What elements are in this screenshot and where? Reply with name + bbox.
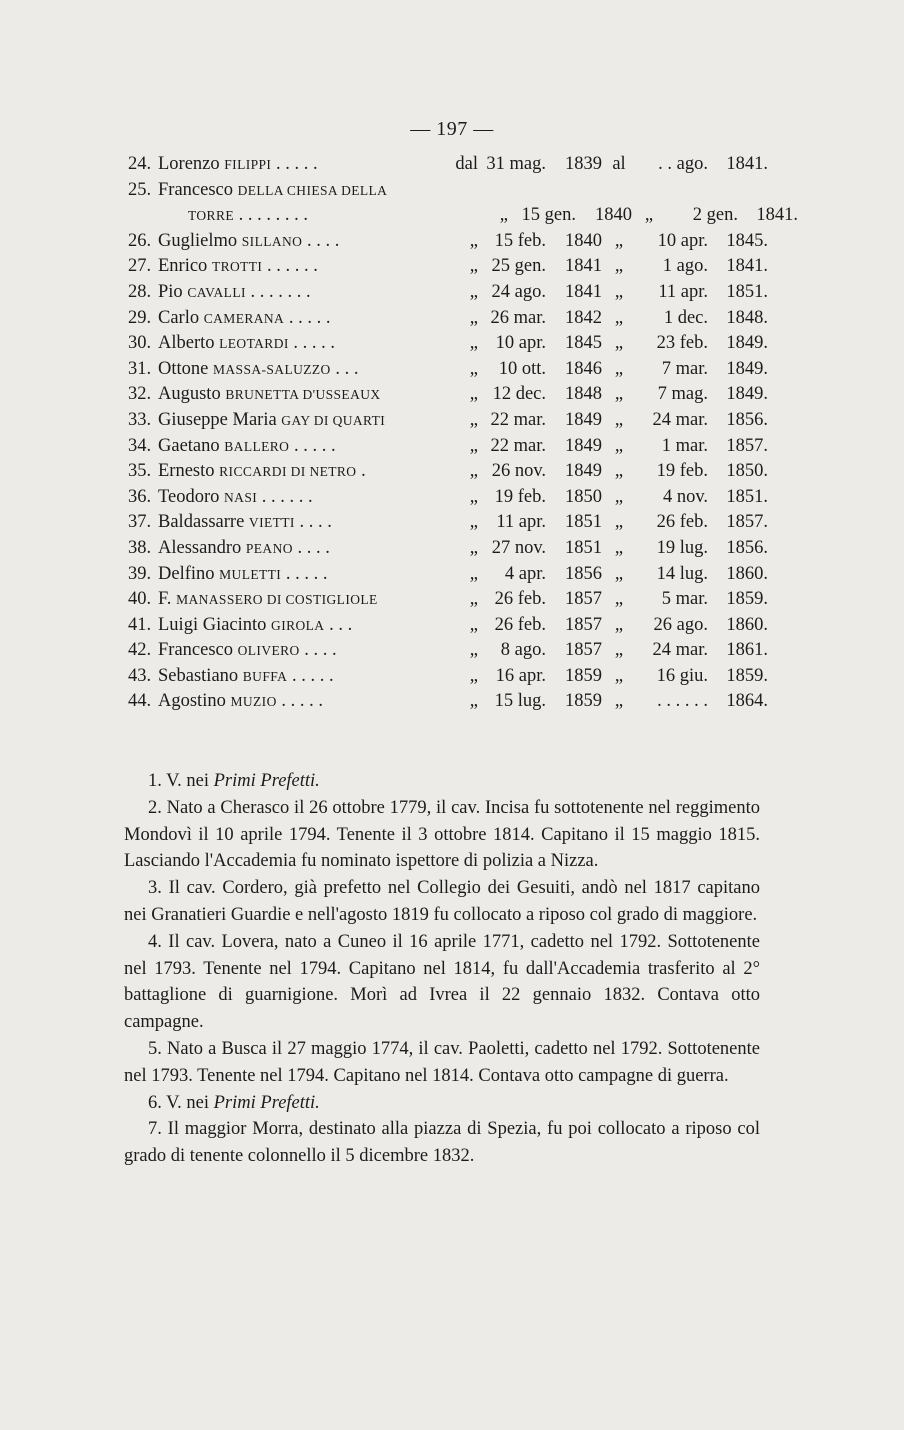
to-prefix: „	[614, 665, 624, 686]
roster-row	[128, 308, 768, 334]
to-year: 1857.	[726, 512, 768, 533]
surname: MASSA-SALUZZO	[212, 361, 331, 377]
roster-row	[128, 538, 768, 564]
from-year: 1845	[565, 333, 602, 354]
entry-name	[158, 410, 440, 431]
from-date: 4 apr.	[504, 563, 546, 584]
to-date: 24 mar.	[652, 640, 708, 661]
to-date: 14 lug.	[656, 563, 708, 584]
to-year: 1851.	[726, 486, 768, 507]
to-year: 1864.	[726, 691, 768, 712]
to-date: 1 ago.	[662, 256, 708, 277]
from-year: 1849	[565, 435, 602, 456]
first-name: Guglielmo	[158, 230, 238, 251]
from-prefix: „	[469, 461, 478, 482]
to-date: 23 feb.	[656, 333, 708, 354]
surname: RICCARDI DI NETRO	[219, 464, 357, 480]
from-date: 10 ott.	[498, 358, 546, 379]
from-prefix: „	[469, 486, 478, 507]
to-year: 1848.	[726, 307, 768, 328]
to-year: 1841.	[726, 154, 768, 174]
from-date: 22 mar.	[490, 409, 546, 430]
from-year: 1859	[565, 691, 602, 712]
surname: TROTTI	[211, 259, 263, 275]
to-year: 1849.	[726, 384, 768, 405]
footnote-7: 7. Il maggior Morra, destinato alla piazza di Spezia, fu poi collocato a riposo col grado di tenente colonnello il 5 dicembre 1832.	[124, 1119, 760, 1167]
entry-number: 30.	[128, 333, 152, 354]
leader-dots: . . . . . . . .	[234, 205, 309, 226]
first-name: Carlo	[158, 307, 200, 328]
entry-name	[158, 384, 440, 405]
leader-dots: . . . . .	[276, 691, 323, 712]
to-prefix: „	[614, 281, 624, 302]
roster-row	[128, 256, 768, 282]
entry-name	[158, 538, 440, 559]
roster-row	[128, 231, 768, 257]
from-prefix: „	[469, 358, 478, 379]
roster-row	[128, 589, 768, 615]
from-prefix: „	[469, 230, 478, 251]
from-year: 1841	[565, 281, 602, 302]
footnote-1	[124, 768, 760, 795]
from-date: 27 nov.	[491, 537, 546, 558]
roster-row	[128, 359, 768, 385]
entry-name	[158, 205, 470, 226]
surname: BALLERO	[224, 438, 290, 454]
from-prefix: „	[469, 333, 478, 354]
from-year: 1851	[565, 512, 602, 533]
from-prefix: „	[469, 640, 478, 661]
roster-row	[128, 487, 768, 513]
to-year: 1860.	[726, 614, 768, 635]
roster-row	[128, 564, 768, 590]
to-prefix: „	[614, 230, 624, 251]
leader-dots: .	[356, 461, 366, 482]
from-prefix: „	[469, 563, 478, 584]
entry-name	[158, 180, 440, 201]
from-date: 15 feb.	[494, 230, 546, 251]
to-date: 7 mar.	[661, 358, 708, 379]
entry-number: 28.	[128, 281, 152, 302]
entry-number: 26.	[128, 230, 152, 251]
footnote-1-title: Primi Prefetti.	[213, 771, 320, 791]
roster-row	[128, 666, 768, 692]
to-prefix: „	[614, 691, 624, 712]
first-name: Alessandro	[158, 537, 242, 558]
first-name: Francesco	[158, 640, 233, 661]
leader-dots: . . .	[324, 614, 353, 635]
to-date: . . ago.	[658, 154, 708, 174]
from-year: 1839	[565, 154, 602, 174]
first-name: Lorenzo	[158, 154, 220, 174]
from-year: 1840	[565, 230, 602, 251]
to-prefix: al	[612, 154, 626, 174]
entry-name	[158, 564, 440, 585]
entry-name	[158, 436, 440, 457]
first-name: F.	[158, 589, 172, 610]
leader-dots: . . . .	[294, 512, 332, 533]
from-date: 10 apr.	[495, 333, 546, 354]
entry-name	[158, 487, 440, 508]
first-name: Teodoro	[158, 486, 220, 507]
entry-number: 41.	[128, 614, 152, 635]
to-date: 24 mar.	[652, 409, 708, 430]
first-name: Giuseppe Maria	[158, 409, 277, 430]
to-year: 1849.	[726, 358, 768, 379]
roster-row	[128, 615, 768, 641]
from-year: 1848	[565, 384, 602, 405]
page-number: — 197 —	[410, 118, 494, 140]
surname: SILLANO	[241, 233, 303, 249]
entry-name	[158, 666, 440, 687]
entry-name	[158, 640, 440, 661]
entry-number: 25.	[128, 179, 152, 200]
surname: CAMERANA	[203, 310, 285, 326]
from-date: 16 apr.	[495, 665, 546, 686]
to-year: 1845.	[726, 230, 768, 251]
entry-number: 31.	[128, 358, 152, 379]
from-date: 26 feb.	[494, 589, 546, 610]
to-date: 4 nov.	[662, 486, 708, 507]
to-year: 1857.	[726, 435, 768, 456]
from-date: 22 mar.	[490, 435, 546, 456]
surname: LEOTARDI	[219, 336, 289, 352]
first-name: Baldassarre	[158, 512, 245, 533]
footnote-3: 3. Il cav. Cordero, già prefetto nel Collegio dei Gesuiti, andò nel 1817 capitano nei Granatieri Guardie e nell'agosto 1819 fu collocato a riposo col grado di maggiore.	[124, 878, 760, 925]
entry-number: 43.	[128, 665, 152, 686]
footnote-2: 2. Nato a Cherasco il 26 ottobre 1779, il cav. Incisa fu sottotenente nel reggimento Mondovì il 10 aprile 1794. Tenente il 3 ottobre 1814. Capitano il 15 maggio 1815. Lasciando l'Accademia fu nominato ispettore di polizia a Nizza.	[124, 797, 760, 872]
to-year: 1859.	[726, 665, 768, 686]
entry-number: 33.	[128, 409, 152, 430]
to-prefix: „	[614, 614, 624, 635]
from-year: 1849	[565, 409, 602, 430]
from-prefix: „	[469, 409, 478, 430]
to-prefix: „	[614, 333, 624, 354]
surname: TORRE	[188, 208, 235, 224]
from-date: 26 feb.	[494, 614, 546, 635]
to-prefix: „	[614, 640, 624, 661]
leader-dots: . . . . . .	[262, 256, 318, 277]
entry-name	[158, 231, 440, 252]
roster-row	[128, 512, 768, 538]
roster-row	[128, 640, 768, 666]
surname: GAY DI QUARTI	[281, 412, 386, 428]
first-name: Ernesto	[158, 461, 215, 482]
entry-name	[158, 359, 440, 380]
leader-dots: . . . . .	[289, 435, 336, 456]
to-date: 7 mag.	[657, 384, 708, 405]
entry-number: 32.	[128, 384, 152, 405]
from-year: 1840	[595, 205, 632, 226]
from-prefix: „	[469, 665, 478, 686]
from-date: 19 feb.	[494, 486, 546, 507]
to-prefix: „	[614, 256, 624, 277]
to-prefix: „	[614, 486, 624, 507]
from-date: 15 gen.	[521, 205, 576, 226]
leader-dots: . . . . . . .	[245, 281, 311, 302]
entry-number: 44.	[128, 691, 152, 712]
to-year: 1850.	[726, 461, 768, 482]
surname: GIROLA	[271, 617, 325, 633]
from-year: 1857	[565, 589, 602, 610]
from-year: 1849	[565, 461, 602, 482]
roster-row	[128, 180, 768, 206]
from-prefix: „	[469, 537, 478, 558]
first-name: Delfino	[158, 563, 215, 584]
from-prefix: „	[469, 614, 478, 635]
footnote-6-title: Primi Prefetti.	[213, 1092, 320, 1113]
entry-name	[158, 615, 440, 636]
from-prefix: dal	[455, 154, 478, 174]
to-year: 1849.	[726, 333, 768, 354]
roster-row	[128, 691, 768, 717]
entry-number: 27.	[128, 256, 152, 277]
from-prefix: „	[469, 589, 478, 610]
entry-number: 42.	[128, 640, 152, 661]
roster-row	[128, 384, 768, 410]
first-name: Augusto	[158, 384, 221, 405]
to-prefix: „	[614, 384, 624, 405]
to-date: 26 ago.	[653, 614, 708, 635]
to-prefix: „	[614, 537, 624, 558]
first-name: Ottone	[158, 358, 209, 379]
to-year: 1841.	[756, 205, 798, 226]
from-prefix: „	[469, 307, 478, 328]
entry-number: 35.	[128, 461, 152, 482]
surname: VIETTI	[248, 515, 295, 531]
surname: BRUNETTA D'USSEAUX	[225, 387, 381, 403]
to-prefix: „	[614, 358, 624, 379]
from-prefix: „	[469, 435, 478, 456]
roster-row	[128, 205, 798, 231]
to-prefix: „	[614, 461, 624, 482]
from-year: 1850	[565, 486, 602, 507]
to-date: 1 mar.	[661, 435, 708, 456]
entry-name	[158, 154, 440, 175]
leader-dots: . . . . .	[281, 563, 328, 584]
footnote-6-text: 6. V. nei	[148, 1092, 214, 1113]
roster-row	[128, 154, 768, 180]
first-name: Sebastiano	[158, 665, 239, 686]
to-date: 11 apr.	[658, 281, 708, 302]
to-year: 1851.	[726, 281, 768, 302]
from-date: 11 apr.	[496, 512, 546, 533]
surname: PEANO	[245, 540, 293, 556]
from-date: 12 dec.	[492, 384, 546, 405]
first-name: Enrico	[158, 256, 208, 277]
entry-number: 38.	[128, 537, 152, 558]
entry-name	[158, 589, 440, 610]
roster-row	[128, 436, 768, 462]
from-date: 8 ago.	[500, 640, 546, 661]
to-date: 1 dec.	[663, 307, 708, 328]
surname: NASI	[224, 489, 258, 505]
roster-row	[128, 410, 768, 436]
leader-dots: . . . .	[292, 537, 330, 558]
to-prefix: „	[614, 307, 624, 328]
entry-name	[158, 512, 440, 533]
surname: DELLA CHIESA DELLA	[237, 182, 388, 198]
from-date: 24 ago.	[491, 281, 546, 302]
leader-dots: . . . . .	[288, 333, 335, 354]
to-date: 19 lug.	[656, 537, 708, 558]
from-date: 31 mag.	[486, 154, 546, 174]
surname: OLIVERO	[237, 643, 300, 659]
footnote-5: 5. Nato a Busca il 27 maggio 1774, il cav. Paoletti, cadetto nel 1792. Sottotenente nel 1793. Tenente nel 1794. Capitano nel 1814. Contava otto campagne di guerra.	[124, 1038, 760, 1086]
surname: MULETTI	[219, 566, 282, 582]
roster-row	[128, 333, 768, 359]
surname: BUFFA	[242, 668, 288, 684]
from-date: 26 mar.	[490, 307, 546, 328]
entry-number: 36.	[128, 486, 152, 507]
to-date: 10 apr.	[657, 230, 708, 251]
from-year: 1842	[565, 307, 602, 328]
to-prefix: „	[614, 563, 624, 584]
first-name: Agostino	[158, 691, 226, 712]
from-prefix: „	[469, 384, 478, 405]
from-year: 1857	[565, 614, 602, 635]
from-year: 1857	[565, 640, 602, 661]
to-date: 2 gen.	[692, 205, 738, 226]
from-date: 15 lug.	[494, 691, 546, 712]
to-prefix: „	[614, 512, 624, 533]
surname: CAVALLI	[187, 284, 246, 300]
from-date: 26 nov.	[491, 461, 546, 482]
leader-dots: . . . . .	[284, 307, 331, 328]
to-year: 1856.	[726, 537, 768, 558]
leader-dots: . . . .	[299, 640, 337, 661]
roster-list	[128, 154, 798, 717]
entry-name	[158, 461, 440, 482]
surname: MUZIO	[230, 694, 277, 710]
footnote-4: 4. Il cav. Lovera, nato a Cuneo il 16 aprile 1771, cadetto nel 1792. Sottotenente nel 1793. Tenente nel 1794. Capitano nel 1814, fu dall'Accademia trasferito al 2° battaglione di guarnigione. Morì ad Ivrea il 22 gennaio 1832. Contava otto campagne.	[124, 931, 760, 1033]
to-year: 1859.	[726, 589, 768, 610]
to-prefix: „	[614, 435, 624, 456]
from-year: 1859	[565, 665, 602, 686]
first-name: Gaetano	[158, 435, 220, 456]
to-year: 1860.	[726, 563, 768, 584]
from-year: 1851	[565, 537, 602, 558]
entry-name	[158, 333, 440, 354]
leader-dots: . . .	[330, 358, 359, 379]
footnote-1-text: 1. V. nei	[148, 771, 214, 791]
to-date: 19 feb.	[656, 461, 708, 482]
to-year: 1841.	[726, 256, 768, 277]
first-name: Alberto	[158, 333, 215, 354]
entry-name	[158, 256, 440, 277]
entry-number: 24.	[128, 154, 152, 174]
from-year: 1846	[565, 358, 602, 379]
to-year: 1861.	[726, 640, 768, 661]
footnotes	[124, 768, 760, 1170]
to-prefix: „	[614, 589, 624, 610]
leader-dots: . . . . .	[287, 665, 334, 686]
from-prefix: „	[499, 205, 508, 226]
leader-dots: . . . .	[302, 230, 340, 251]
entry-number: 34.	[128, 435, 152, 456]
leader-dots: . . . . . .	[257, 486, 313, 507]
entry-name	[158, 308, 440, 329]
roster-row	[128, 461, 768, 487]
from-prefix: „	[469, 256, 478, 277]
entry-number: 37.	[128, 512, 152, 533]
roster-row	[128, 282, 768, 308]
from-date: 25 gen.	[491, 256, 546, 277]
entry-number: 39.	[128, 563, 152, 584]
entry-number: 40.	[128, 589, 152, 610]
entry-name	[158, 282, 440, 303]
from-prefix: „	[469, 281, 478, 302]
first-name: Pio	[158, 281, 183, 302]
leader-dots: . . . . .	[271, 154, 318, 174]
from-year: 1841	[565, 256, 602, 277]
from-prefix: „	[469, 691, 478, 712]
to-prefix: „	[644, 205, 654, 226]
to-date: 26 feb.	[656, 512, 708, 533]
first-name: Francesco	[158, 179, 233, 200]
to-date: 16 giu.	[656, 665, 708, 686]
first-name: Luigi Giacinto	[158, 614, 267, 635]
from-prefix: „	[469, 512, 478, 533]
to-prefix: „	[614, 409, 624, 430]
entry-name	[158, 691, 440, 712]
surname: MANASSERO DI COSTIGLIOLE	[176, 592, 378, 608]
entry-number: 29.	[128, 307, 152, 328]
to-year: 1856.	[726, 409, 768, 430]
to-date: . . . . . .	[657, 691, 708, 712]
surname: FILIPPI	[224, 157, 272, 172]
from-year: 1856	[565, 563, 602, 584]
to-date: 5 mar.	[661, 589, 708, 610]
footnote-6	[124, 1090, 760, 1117]
